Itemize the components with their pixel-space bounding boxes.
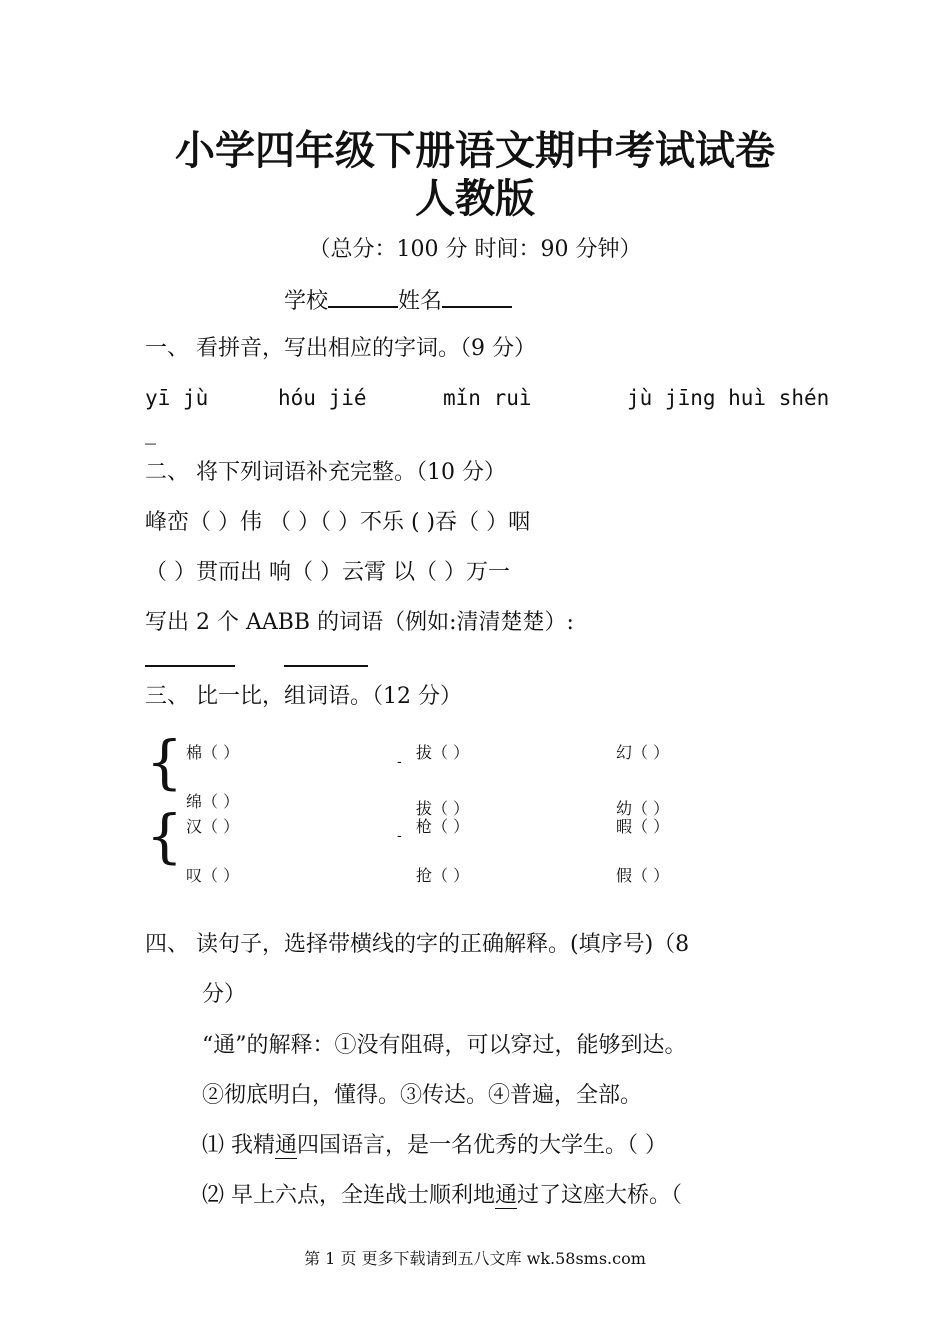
clipped-word-2b-text: 拔（ ）: [416, 799, 470, 818]
compare-word-5a: 枪（ ）: [416, 817, 470, 836]
clipped-word-3b: [610, 798, 700, 818]
compare-word-6a: 暇（ ）: [616, 817, 670, 836]
clipped-word-2b: [410, 798, 500, 818]
compare-word-1b: 绵（ ）: [186, 792, 240, 811]
question-2-underlined-char: 通: [495, 1183, 518, 1208]
pinyin-4: jù jīng huì shén: [627, 386, 830, 410]
question-2-post: 过了这座大桥。（: [517, 1183, 683, 1208]
section2-heading: 二、 将下列词语补充完整。（10 分）: [145, 460, 506, 485]
section4-heading: 四、 读句子，选择带横线的字的正确解释。(填序号)（8: [145, 932, 690, 957]
idiom-row-1: 峰峦（ ）伟 （ ）（ ）不乐 ( )吞（ ）咽: [145, 510, 531, 535]
aabb-prompt: 写出 2 个 AABB 的词语（例如:清清楚楚）:: [145, 610, 574, 635]
score-time-info: （总分：100 分 时间：90 分钟）: [308, 237, 642, 262]
pinyin-3: mǐn ruì: [443, 386, 532, 410]
question-1-underlined-char: 通: [275, 1133, 298, 1158]
section3-heading: 三、 比一比，组词语。（12 分）: [145, 684, 462, 709]
pinyin-1: yī jù: [145, 386, 209, 410]
compare-word-2a: 拔（ ）: [416, 743, 470, 762]
pinyin-answer-line-mark: _: [145, 420, 156, 445]
page-title: 小学四年级下册语文期中考试试卷: [175, 127, 775, 174]
school-name-line: [284, 284, 512, 317]
compare-word-3a: 幻（ ）: [616, 743, 670, 762]
question-1-pre: ⑴ 我精: [202, 1133, 275, 1158]
question-1-post: 四国语言，是一名优秀的大学生。（ ）: [297, 1133, 668, 1158]
clipped-word-3b-text: 幼（ ）: [616, 799, 670, 818]
brace-group-1: {: [146, 728, 183, 796]
section4-heading-cont: 分）: [202, 982, 247, 1007]
idiom-row-2: （ ）贯而出 响（ ）云霄 以（ ）万一: [145, 560, 510, 585]
question-2: [202, 1181, 682, 1211]
school-label: 学校: [284, 289, 329, 314]
definition-line-2: ②彻底明白，懂得。③传达。④普遍，全部。: [202, 1083, 643, 1108]
page-footer: 第 1 页 更多下载请到五八文库 wk.58sms.com: [304, 1249, 646, 1268]
name-blank: [442, 284, 512, 308]
definition-line-1: “通”的解释：①没有阻碍，可以穿过，能够到达。: [202, 1033, 687, 1058]
school-blank: [328, 284, 398, 308]
pinyin-2: hóu jié: [278, 386, 367, 410]
compare-word-5b: 抢（ ）: [416, 866, 470, 885]
page-title-edition: 人教版: [415, 175, 535, 222]
question-2-pre: ⑵ 早上六点，全连战士顺利地: [202, 1183, 495, 1208]
question-1: [202, 1131, 667, 1161]
compare-word-1a: 棉（ ）: [186, 743, 240, 762]
aabb-blank-1: [145, 665, 235, 667]
compare-word-6b: 假（ ）: [616, 866, 670, 885]
compare-word-4b: 叹（ ）: [186, 866, 240, 885]
name-label: 姓名: [398, 289, 443, 314]
dash-mark-2: -: [397, 828, 402, 844]
compare-word-4a: 汉（ ）: [186, 817, 240, 836]
brace-group-2: {: [146, 802, 183, 870]
aabb-blank-2: [284, 665, 368, 667]
section1-heading: 一、 看拼音，写出相应的字词。（9 分）: [145, 336, 536, 361]
dash-mark-1: -: [397, 754, 402, 770]
